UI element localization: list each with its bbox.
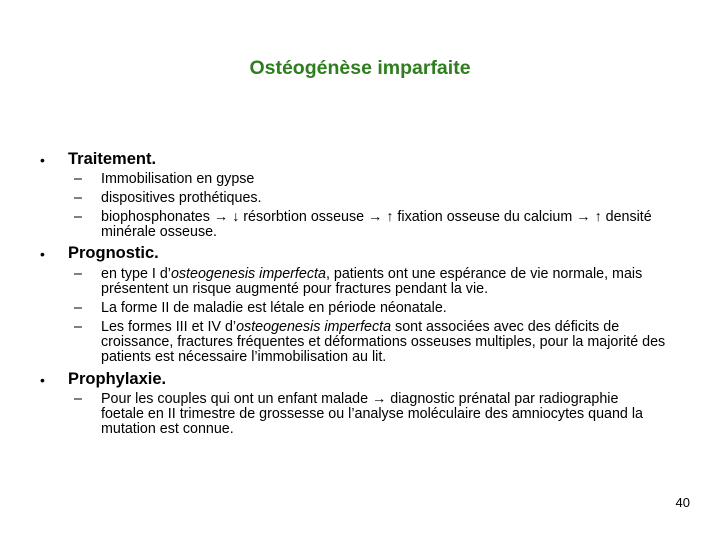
dash-marker: – <box>74 319 82 335</box>
bullet-dot: • <box>40 246 45 262</box>
list-item-text: dispositives prothétiques. <box>101 190 262 206</box>
list-item-text: Les formes III et IV d’osteogenesis imperfecta sont associées avec des déficits de croissance, fractures fréquentes et déformations osseuses multiples, pour la majorité des patients est nécessaire l’immobilisation au lit. <box>101 319 666 365</box>
list-item-text: Pour les couples qui ont un enfant malade → diagnostic prénatal par radiographie foetale en II trimestre de grossesse ou l’analyse moléculaire des amniocytes quand la mutation est connue. <box>101 391 643 437</box>
dash-marker: – <box>74 190 82 206</box>
bullet-dot: • <box>40 372 45 388</box>
section-heading: Prophylaxie. <box>68 370 167 388</box>
dash-marker: – <box>74 391 82 407</box>
slide-title: Ostéogénèse imparfaite <box>249 57 471 79</box>
list-item-text: La forme II de maladie est létale en période néonatale. <box>101 300 447 316</box>
list-item-text: Immobilisation en gypse <box>101 171 255 187</box>
dash-marker: – <box>74 266 82 282</box>
section-heading: Prognostic. <box>68 244 159 262</box>
list-item-text: en type I d’osteogenesis imperfecta, patients ont une espérance de vie normale, mais présentent un risque augmenté pour fractures pendant la vie. <box>101 266 643 297</box>
dash-marker: – <box>74 209 82 225</box>
list-item-text: biophosphonates → ↓ résorbtion osseuse → ↑ fixation osseuse du calcium → ↑ densité minérale osseuse. <box>101 209 652 240</box>
section-heading: Traitement. <box>68 150 157 168</box>
dash-marker: – <box>74 171 82 187</box>
dash-marker: – <box>74 300 82 316</box>
page-number: 40 <box>675 495 690 510</box>
bullet-dot: • <box>40 152 45 168</box>
